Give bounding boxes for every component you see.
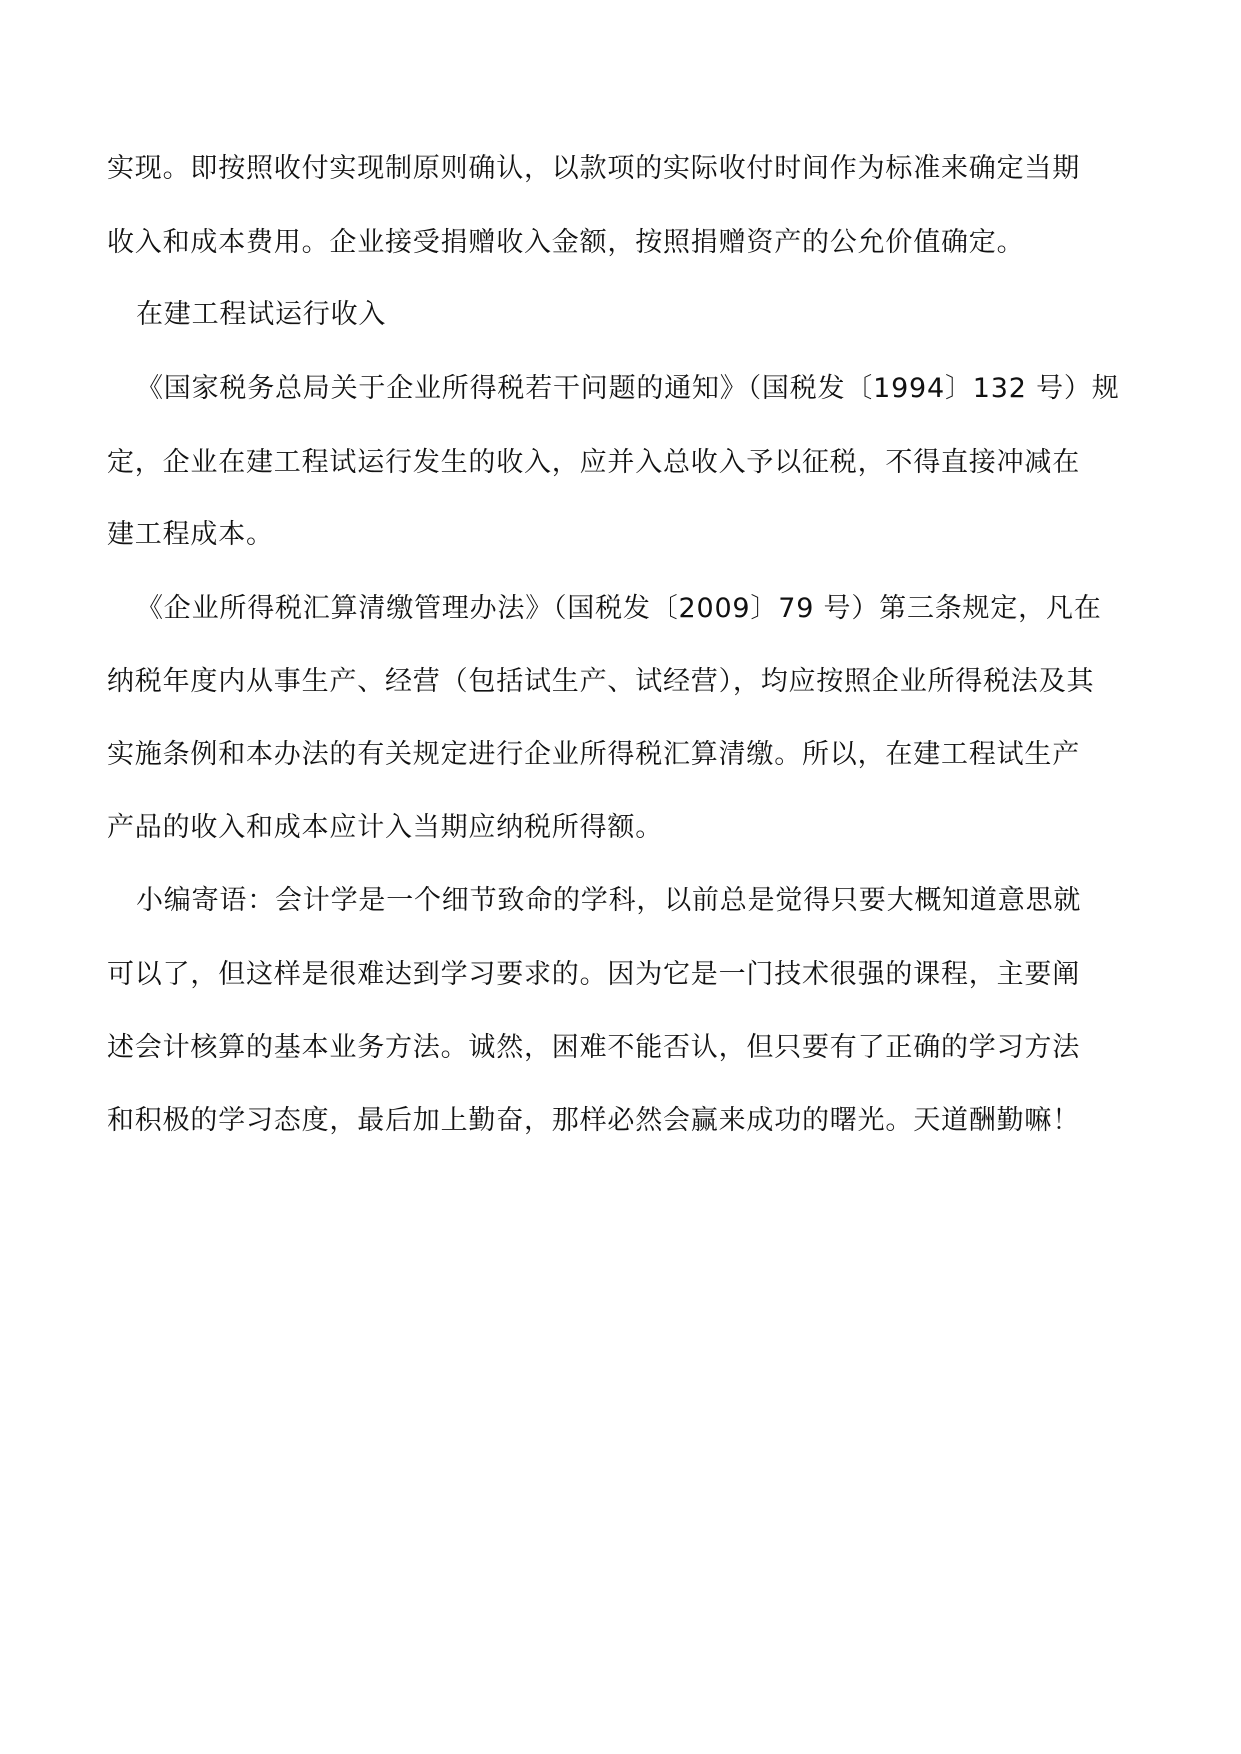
paragraph-4-line-4: 产品的收入和成本应计入当期应纳税所得额。 xyxy=(107,812,663,843)
paragraph-5-line-3: 述会计核算的基本业务方法。诚然，困难不能否认，但只要有了正确的学习方法 xyxy=(107,1032,1080,1063)
paragraph-5-line-4: 和积极的学习态度，最后加上勤奋，那样必然会赢来成功的曙光。天道酬勤嘛！ xyxy=(107,1105,1080,1136)
paragraph-1-line-2: 收入和成本费用。企业接受捐赠收入金额，按照捐赠资产的公允价值确定。 xyxy=(107,227,1025,258)
paragraph-5-line-2: 可以了，但这样是很难达到学习要求的。因为它是一门技术很强的课程，主要阐 xyxy=(107,959,1080,990)
paragraph-4-line-2: 纳税年度内从事生产、经营（包括试生产、试经营），均应按照企业所得税法及其 xyxy=(107,666,1095,697)
paragraph-4-line-1: 《企业所得税汇算清缴管理办法》（国税发〔2009〕79 号）第三条规定，凡在 xyxy=(136,593,1102,624)
paragraph-5-line-1: 小编寄语：会计学是一个细节致命的学科，以前总是觉得只要大概知道意思就 xyxy=(136,885,1082,916)
paragraph-4-line-3: 实施条例和本办法的有关规定进行企业所得税汇算清缴。所以，在建工程试生产 xyxy=(107,739,1080,770)
paragraph-2-line-1: 在建工程试运行收入 xyxy=(136,299,387,330)
paragraph-3-line-3: 建工程成本。 xyxy=(107,519,274,550)
paragraph-1-line-1: 实现。即按照收付实现制原则确认，以款项的实际收付时间作为标准来确定当期 xyxy=(107,153,1080,184)
paragraph-3-line-1: 《国家税务总局关于企业所得税若干问题的通知》（国税发〔1994〕132 号）规 xyxy=(136,373,1120,404)
paragraph-3-line-2: 定，企业在建工程试运行发生的收入，应并入总收入予以征税，不得直接冲减在 xyxy=(107,447,1080,478)
